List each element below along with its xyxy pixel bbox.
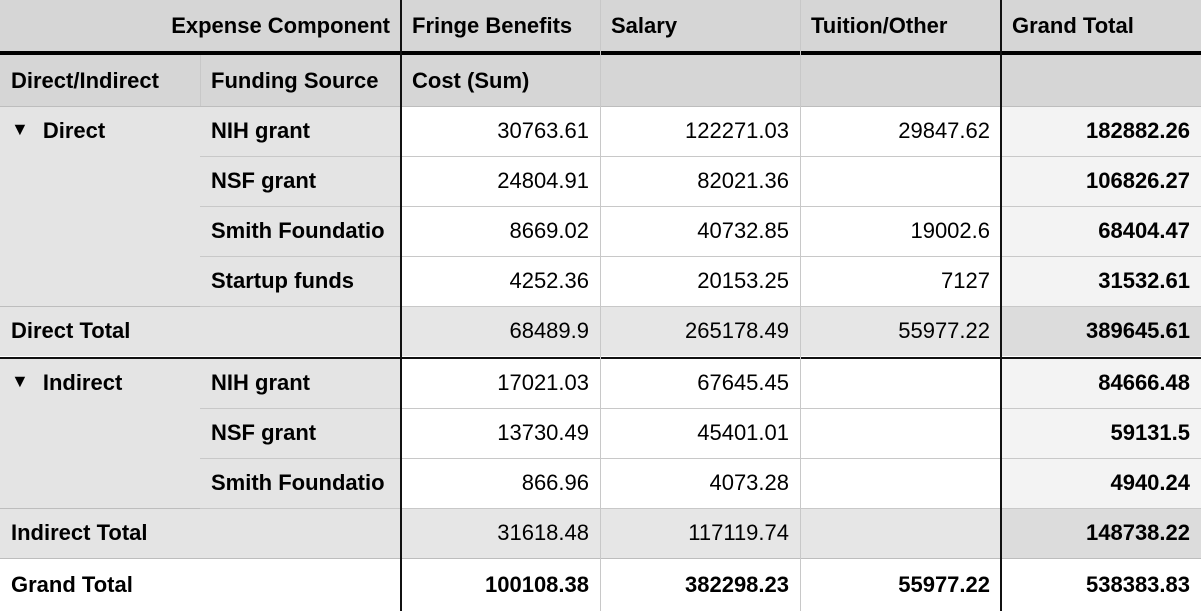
value-cell[interactable]: 13730.49	[401, 408, 600, 458]
group-direct-label[interactable]	[0, 106, 200, 307]
column-header-salary[interactable]: Salary	[600, 0, 800, 51]
grand-total-divider	[1000, 0, 1002, 611]
group-label-text: Indirect	[42, 370, 123, 395]
expense-component-header[interactable]: Expense Component	[0, 0, 401, 51]
funding-source-cell[interactable]: Startup funds	[200, 256, 401, 306]
direct-indirect-header[interactable]: Direct/Indirect	[0, 55, 200, 106]
grand-total-label[interactable]: Grand Total	[0, 559, 401, 611]
value-cell[interactable]: 17021.03	[401, 358, 600, 408]
grid-line	[1001, 206, 1201, 207]
group-total-value[interactable]: 31618.48	[401, 508, 600, 558]
group-total-value[interactable]: 55977.22	[800, 306, 1001, 356]
funding-source-cell[interactable]: NIH grant	[200, 106, 401, 156]
frozen-column-divider	[400, 0, 402, 611]
measure-header-blank	[1001, 55, 1201, 106]
group-total-value[interactable]: 68489.9	[401, 306, 600, 356]
funding-source-cell[interactable]: Smith Foundatio	[200, 206, 401, 256]
disclosure-triangle-icon[interactable]: ▼	[11, 371, 29, 391]
grand-total-value[interactable]: 55977.22	[800, 559, 1001, 611]
group-total-value[interactable]	[800, 508, 1001, 558]
group-total-label[interactable]: Indirect Total	[0, 508, 401, 558]
grid-line	[1001, 458, 1201, 459]
value-cell[interactable]: 40732.85	[600, 206, 800, 256]
value-cell[interactable]: 106826.27	[1001, 156, 1201, 206]
value-cell[interactable]: 59131.5	[1001, 408, 1201, 458]
value-cell[interactable]	[800, 358, 1001, 408]
value-cell[interactable]: 31532.61	[1001, 256, 1201, 306]
grand-total-value[interactable]: 100108.38	[401, 559, 600, 611]
group-total-value[interactable]: 148738.22	[1001, 508, 1201, 558]
value-cell[interactable]: 4073.28	[600, 458, 800, 508]
value-cell[interactable]: 182882.26	[1001, 106, 1201, 156]
value-cell[interactable]: 4252.36	[401, 256, 600, 306]
group-total-label[interactable]: Direct Total	[0, 306, 401, 356]
column-header-tuition[interactable]: Tuition/Other	[800, 0, 1001, 51]
value-cell[interactable]: 45401.01	[600, 408, 800, 458]
measure-header[interactable]: Cost (Sum)	[401, 55, 1001, 106]
value-cell[interactable]: 67645.45	[600, 358, 800, 408]
group-label-text: Direct	[42, 118, 106, 143]
group-total-value[interactable]: 389645.61	[1001, 306, 1201, 356]
grand-total-value[interactable]: 382298.23	[600, 559, 800, 611]
column-header-fringe[interactable]: Fringe Benefits	[401, 0, 600, 51]
value-cell[interactable]: 122271.03	[600, 106, 800, 156]
value-cell[interactable]: 19002.6	[800, 206, 1001, 256]
funding-source-cell[interactable]: NIH grant	[200, 358, 401, 408]
column-header-grand-total[interactable]: Grand Total	[1001, 0, 1201, 51]
value-cell[interactable]: 7127	[800, 256, 1001, 306]
value-cell[interactable]: 20153.25	[600, 256, 800, 306]
funding-source-cell[interactable]: NSF grant	[200, 156, 401, 206]
grid-line	[200, 55, 201, 106]
value-cell[interactable]	[800, 408, 1001, 458]
grid-line	[0, 306, 200, 307]
value-cell[interactable]: 8669.02	[401, 206, 600, 256]
value-cell[interactable]	[800, 156, 1001, 206]
value-cell[interactable]: 30763.61	[401, 106, 600, 156]
grid-line	[1001, 408, 1201, 409]
grid-line	[600, 0, 601, 611]
value-cell[interactable]: 4940.24	[1001, 458, 1201, 508]
value-cell[interactable]	[800, 458, 1001, 508]
funding-source-cell[interactable]: NSF grant	[200, 408, 401, 458]
grid-line	[800, 0, 801, 611]
grid-line	[1001, 156, 1201, 157]
disclosure-triangle-icon[interactable]: ▼	[11, 119, 29, 139]
grid-line	[0, 508, 200, 509]
group-total-value[interactable]: 265178.49	[600, 306, 800, 356]
value-cell[interactable]: 866.96	[401, 458, 600, 508]
group-indirect-label[interactable]	[0, 358, 200, 508]
grid-line	[1001, 508, 1201, 509]
funding-source-header[interactable]: Funding Source	[200, 55, 401, 106]
funding-source-cell[interactable]: Smith Foundatio	[200, 458, 401, 508]
value-cell[interactable]: 84666.48	[1001, 358, 1201, 408]
value-cell[interactable]: 68404.47	[1001, 206, 1201, 256]
value-cell[interactable]: 29847.62	[800, 106, 1001, 156]
value-cell[interactable]: 82021.36	[600, 156, 800, 206]
grid-line	[1001, 306, 1201, 307]
value-cell[interactable]: 24804.91	[401, 156, 600, 206]
grid-line	[1001, 256, 1201, 257]
group-total-value[interactable]: 117119.74	[600, 508, 800, 558]
grand-total-value[interactable]: 538383.83	[1001, 559, 1201, 611]
